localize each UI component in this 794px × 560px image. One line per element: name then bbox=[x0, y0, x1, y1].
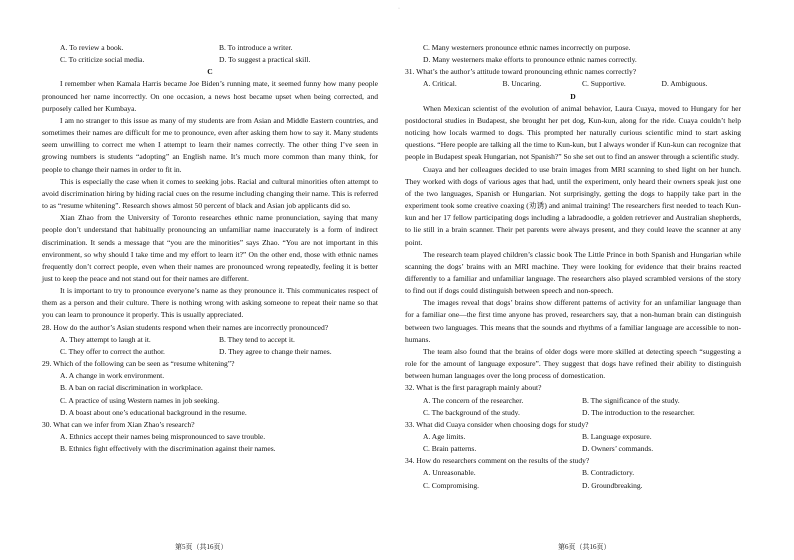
question-33-options bbox=[405, 443, 741, 455]
option-c: C. The background of the study. bbox=[423, 407, 520, 417]
question-30-stem: 30. What can we infer from Xian Zhao’s research? bbox=[42, 419, 195, 429]
question-28-stem: 28. How do the author’s Asian students respond when their names are incorrectly pronounced? bbox=[42, 322, 329, 332]
option-a: A. Age limits. bbox=[423, 432, 466, 441]
passage-c-paragraph: Xian Zhao from the University of Toronto researches ethnic name pronunciation, saying that many people don’t understand that habitually pronouncing an unfamiliar name inaccurately is a form of indirect discrimination. It sends a message that “you are the minorities” says Zhao. “You are not important in this environment, so why should I take time and my effort to learn it?” On the other end, those with ethnic names frequently don’t correct people, even when their names are pronounced wrong repeatedly, feeling it is better just to keep the peace and not stand out for their names are different. bbox=[42, 213, 378, 283]
option-b: B. They tend to accept it. bbox=[219, 334, 295, 344]
question-28-options bbox=[42, 334, 378, 346]
option-d: D. Owners’ commands. bbox=[582, 444, 654, 454]
option-a: A. Unreasonable. bbox=[423, 468, 476, 478]
passage-c-paragraph: I am no stranger to this issue as many of my students are from Asian and Middle Eastern countries, and sometimes their names are difficult for me to pronounce, even after asking them how to say it. Many students seem unwilling to correct me when I attempt to learn their names correctly. The other thing I’ve seen in growing numbers is students “adopting” an English name. It’s much more common than many think, for people to change their names in order to fit in. bbox=[42, 115, 378, 174]
prev-question-options-row2 bbox=[42, 54, 378, 66]
option-a: A. Ethnics accept their names being mispronounced to save trouble. bbox=[60, 432, 266, 441]
option-c: C. To criticize social media. bbox=[60, 55, 145, 65]
option-d: D. A boast about one’s educational background in the resume. bbox=[60, 407, 247, 417]
question-32-stem: 32. What is the first paragraph mainly about? bbox=[405, 383, 542, 393]
passage-d-paragraph: Cuaya and her colleagues decided to use brain images from MRI scanning to shed light on her hunch. They worked with dogs of various ages that had, until the experiment, only heard their owners speak just one of the two languages, Spanish or Hungarian. Not surprisingly, getting the dogs to happily take part in the experiment took some creative coaxing (劝诱) and animal training! The researchers first needed to teach Kun-kun and her 17 fellow participating dogs including a labradoodle, a golden retriever and Australian shepherds, to lie still in a brain scanner. Their pet parents were always present, and they could leave the scanner at any point. bbox=[405, 164, 741, 247]
passage-d-paragraph: The research team played children’s classic book The Little Prince in both Spanish and Hungarian while scanning the dogs’ brains with an MRI machine. They were looking for evidence that their brains reacted differently to a familiar and unfamiliar language. The researchers also played scrambled versions of the story to find out if dogs could distinguish between speech and non-speech. bbox=[405, 249, 741, 296]
option-b: B. Ethnics fight effectively with the discrimination against their names. bbox=[60, 444, 276, 454]
option-c: C. Supportive. bbox=[582, 79, 626, 89]
option-b: B. Uncaring. bbox=[502, 79, 542, 89]
option-a: A. They attempt to laugh at it. bbox=[60, 334, 151, 344]
option-d: D. To suggest a practical skill. bbox=[219, 55, 311, 65]
question-32-options bbox=[405, 395, 741, 407]
left-column bbox=[42, 42, 378, 455]
question-31-options bbox=[405, 78, 741, 90]
page-footer-left: 第5页（共16页） bbox=[175, 543, 228, 551]
question-34-options bbox=[405, 480, 741, 492]
passage-d-paragraph: The team also found that the brains of older dogs were more skilled at detecting speech “suggesting a role for the amount of language exposure”. They suggest that dogs have refined their ability to distinguish between human languages over the long process of domestication. bbox=[405, 346, 741, 381]
option-d: D. Ambiguous. bbox=[661, 79, 708, 89]
option-d: D. Many westerners make efforts to pronounce ethnic names correctly. bbox=[423, 55, 637, 65]
option-d: D. Groundbreaking. bbox=[582, 480, 643, 490]
question-28-options bbox=[42, 346, 378, 358]
prev-question-options-row1 bbox=[42, 42, 378, 54]
option-b: B. A ban on racial discrimination in workplace. bbox=[60, 383, 203, 393]
option-c: C. They offer to correct the author. bbox=[60, 346, 165, 356]
question-33-options bbox=[405, 431, 741, 443]
option-c: C. Brain patterns. bbox=[423, 444, 477, 454]
option-c: C. Compromising. bbox=[423, 480, 479, 490]
top-mark: · bbox=[398, 6, 400, 12]
question-33-stem: 33. What did Cuaya consider when choosing dogs for study? bbox=[405, 419, 589, 429]
option-c: C. Many westerners pronounce ethnic names incorrectly on purpose. bbox=[423, 43, 631, 52]
question-32-options bbox=[405, 407, 741, 419]
section-label-c: C bbox=[207, 67, 213, 77]
option-b: B. Language exposure. bbox=[582, 432, 652, 441]
section-label-d: D bbox=[570, 91, 576, 101]
passage-d-paragraph: The images reveal that dogs’ brains show different patterns of activity for an unfamiliar language than for a familiar one—the first time anyone has proved, researchers say, that a non-human brain can distinguish between two languages. This means that the sounds and rhythms of a familiar language are accessible to non-humans. bbox=[405, 298, 741, 344]
option-a: A. The concern of the researcher. bbox=[423, 395, 524, 405]
option-a: A. A change in work environment. bbox=[60, 371, 165, 381]
passage-d-paragraph: When Mexican scientist of the evolution of animal behavior, Laura Cuaya, moved to Hungary for her postdoctoral studies in Budapest, she brought her pet dog, Kun-kun, along for the ride. Cuaya couldn’t help noticing how locals warmed to dogs. This prompted her naturally curious scientific mind to start asking questions. “Here people are talking all the time to Kun-kun, but I always wonder if Kun-kun can recognize that people in Budapest speak Hungarian, not Spanish?” So she set out to find an answer through a scientific study. bbox=[405, 103, 741, 162]
passage-c-paragraph: I remember when Kamala Harris became Joe Biden’s running mate, it seemed funny how many people pronounced her name incorrectly. On one occasion, a news host became upset when being corrected, and purposely called her Kumbaya. bbox=[42, 79, 378, 113]
question-34-stem: 34. How do researchers comment on the results of the study? bbox=[405, 456, 590, 466]
option-a: A. To review a book. bbox=[60, 43, 124, 52]
right-column bbox=[405, 42, 741, 492]
option-b: B. To introduce a writer. bbox=[219, 43, 293, 52]
option-d: D. The introduction to the researcher. bbox=[582, 407, 695, 417]
option-c: C. A practice of using Western names in job seeking. bbox=[60, 395, 220, 405]
question-31-stem: 31. What’s the author’s attitude toward pronouncing ethnic names correctly? bbox=[405, 67, 637, 77]
option-a: A. Critical. bbox=[423, 79, 457, 89]
page-footer-right: 第6页（共16页） bbox=[558, 543, 611, 551]
option-b: B. The significance of the study. bbox=[582, 395, 680, 405]
passage-c-paragraph: It is important to try to pronounce everyone’s name as they pronounce it. This communicates respect of them as a person and their culture. There is nothing wrong with asking someone to repeat their name so that you can learn to pronounce it properly. This is usually appreciated. bbox=[42, 286, 378, 320]
option-d: D. They agree to change their names. bbox=[219, 346, 332, 356]
question-29-stem: 29. Which of the following can be seen as “resume whitening”? bbox=[42, 359, 235, 369]
question-34-options bbox=[405, 467, 741, 479]
option-b: B. Contradictory. bbox=[582, 468, 635, 478]
passage-c-paragraph: This is especially the case when it comes to seeking jobs. Racial and cultural minorities often attempt to avoid discrimination hiring by hiding racial cues on the resume including changing their name. This is referred to as “resume whitening”. Research shows almost 50 percent of black and Asian job applicants did so. bbox=[42, 176, 378, 211]
